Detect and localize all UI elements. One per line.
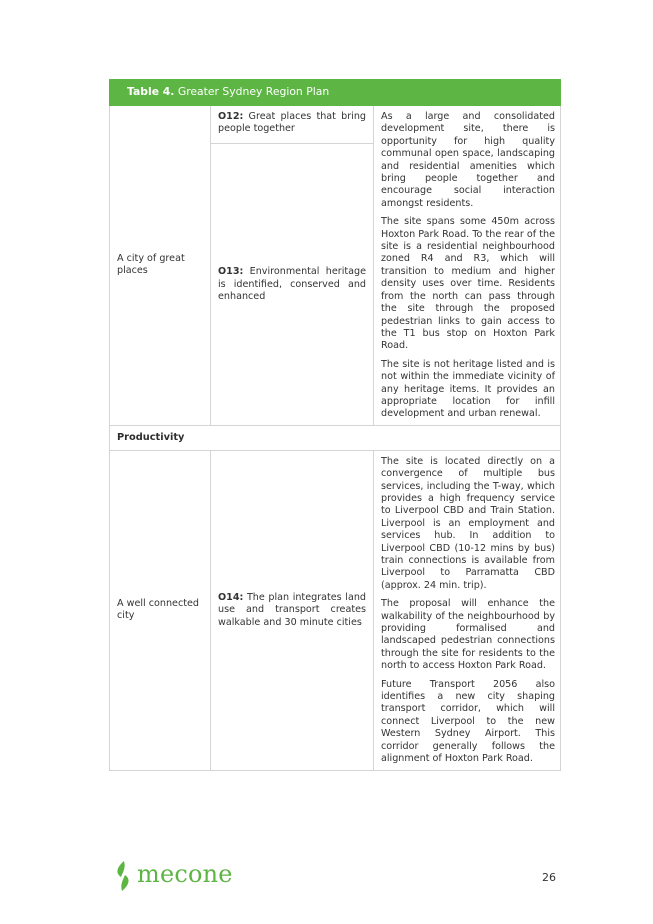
objective-cell	[211, 144, 374, 426]
section-heading: Productivity	[110, 425, 561, 450]
response-paragraph: The site is not heritage listed and is not within the immediate vicinity of any heritage items. It provides an appropriate location for infill development and urban renewal.	[381, 358, 555, 420]
response-cell	[374, 106, 561, 426]
company-logo	[112, 858, 242, 898]
objective-code: O13:	[218, 266, 244, 278]
table-title-text: Greater Sydney Region Plan	[174, 85, 330, 99]
response-paragraph: The site spans some 450m across Hoxton Park Road. To the rear of the site is a residential neighbourhood zoned R4 and R3, which will transition to medium and higher density uses over time. Residents from the north can pass through the site through the proposed pedestrian links to gain access to the T1 bus stop on Hoxton Park Road.	[381, 216, 555, 352]
table-row	[110, 106, 561, 144]
objective-text: Great places that bring people together	[218, 111, 366, 135]
table-row	[110, 450, 561, 770]
table-title-row	[110, 80, 561, 106]
goal-cell: A city of great places	[110, 106, 211, 426]
logo-wordmark: mecone	[137, 860, 233, 888]
objective-text: Environmental heritage is identified, conserved and enhanced	[218, 266, 366, 303]
objective-code: O14:	[218, 592, 244, 604]
response-paragraph: Future Transport 2056 also identifies a new city shaping transport corridor, which will connect Liverpool to the new Western Sydney Airport. This corridor generally follows the alignment of Hoxton Park Road.	[381, 678, 555, 765]
region-plan-table	[109, 79, 561, 771]
objective-cell	[211, 106, 374, 144]
objective-code: O12:	[218, 111, 244, 122]
response-paragraph: The site is located directly on a convergence of multiple bus services, including the T-way, which provides a high frequency service to Liverpool CBD and Train Station. Liverpool is an employment and services hub. In addition to Liverpool CBD (10-12 mins by bus) train connections is available from Liverpool to Parramatta CBD (approx. 24 min. trip).	[381, 455, 555, 591]
goal-cell: A well connected city	[110, 450, 211, 770]
response-paragraph: As a large and consolidated development site, there is opportunity for high quality communal open space, landscaping and residential amenities which bring people together and encourage social interaction amongst residents.	[381, 111, 555, 209]
response-paragraph: The proposal will enhance the walkability of the neighbourhood by providing formalised and landscaped pedestrian connections through the site for residents to the north to access Hoxton Park Road.	[381, 598, 555, 672]
section-row	[110, 425, 561, 450]
objective-cell	[211, 450, 374, 770]
mecone-leaf-icon	[112, 860, 134, 892]
page-number: 26	[542, 871, 556, 884]
response-cell	[374, 450, 561, 770]
table-title	[110, 80, 561, 106]
table-title-label: Table 4.	[127, 85, 175, 99]
objective-text: The plan integrates land use and transport creates walkable and 30 minute cities	[218, 592, 366, 628]
